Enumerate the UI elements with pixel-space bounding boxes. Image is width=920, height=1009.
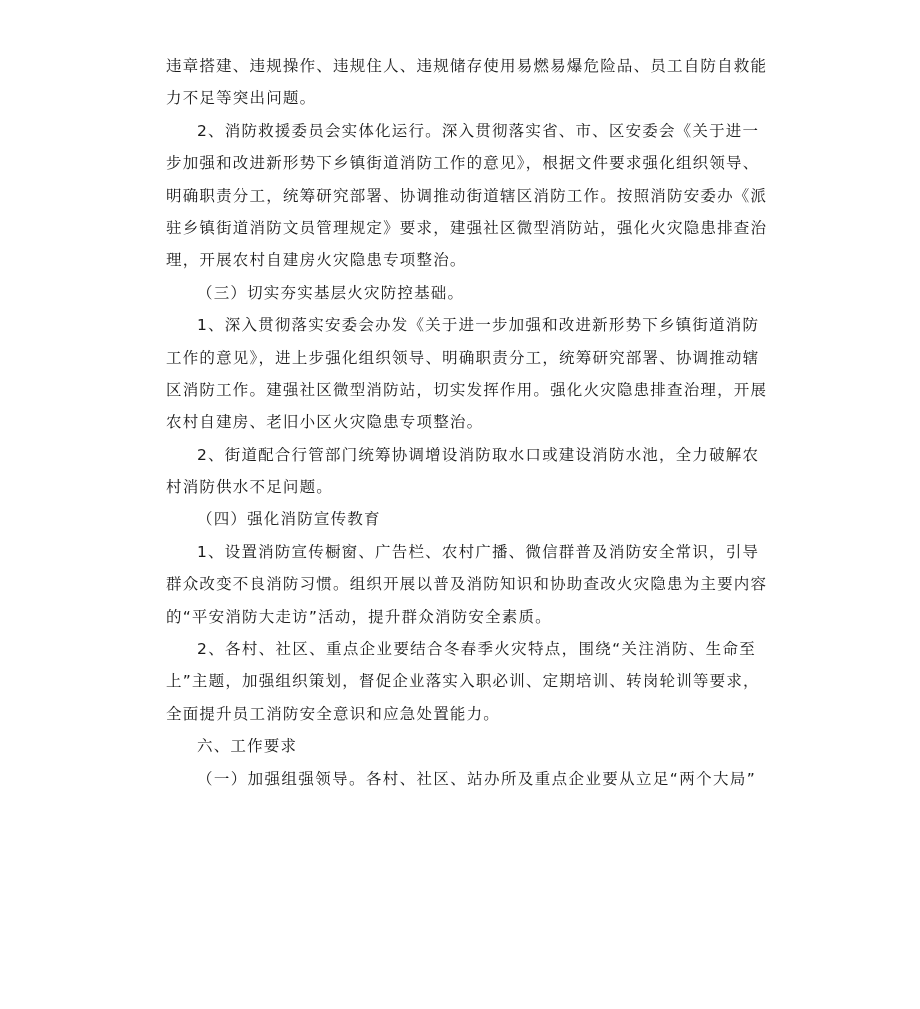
text-line: 工作的意见》，进上步强化组织领导、明确职责分工，统筹研究部署、协调推动辖 (166, 348, 760, 367)
text-line: 上”主题，加强组织策划，督促企业落实入职必训、定期培训、转岗轮训等要求， (166, 672, 760, 691)
text-line: 的“平安消防大走访”活动，提升群众消防安全素质。 (166, 607, 552, 626)
text-line: 2、街道配合行管部门统筹协调增设消防取水口或建设消防水池，全力破解农 (197, 445, 760, 464)
text-line: 力不足等突出问题。 (166, 89, 317, 108)
text-line: 全面提升员工消防安全意识和应急处置能力。 (166, 704, 501, 723)
text-line: 驻乡镇街道消防文员管理规定》要求，建强社区微型消防站，强化火灾隐患排查治 (166, 218, 768, 237)
text-line: （四）强化消防宣传教育 (197, 510, 381, 529)
document-body (166, 50, 768, 795)
text-line: 村消防供水不足问题。 (166, 478, 334, 497)
text-line: 理，开展农村自建房火灾隐患专项整治。 (166, 251, 467, 270)
text-line: 六、工作要求 (197, 737, 298, 756)
text-line: 群众改变不良消防习惯。组织开展以普及消防知识和协助查改火灾隐患为主要内容 (166, 575, 768, 594)
text-line: 区消防工作。建强社区微型消防站，切实发挥作用。强化火灾隐患排查治理，开展 (166, 380, 768, 399)
text-line: 明确职责分工，统筹研究部署、协调推动街道辖区消防工作。按照消防安委办《派 (166, 186, 768, 205)
text-line: 2、消防救援委员会实体化运行。深入贯彻落实省、市、区安委会《关于进一 (197, 121, 760, 140)
text-line: 农村自建房、老旧小区火灾隐患专项整治。 (166, 413, 484, 432)
text-line: 2、各村、社区、重点企业要结合冬春季火灾特点，围绕“关注消防、生命至 (197, 640, 756, 659)
text-line: 违章搭建、违规操作、违规住人、违规储存使用易燃易爆危险品、员工自防自救能 (166, 57, 768, 75)
text-line: （三）切实夯实基层火灾防控基础。 (197, 283, 465, 302)
text-line: 1、深入贯彻落实安委会办发《关于进一步加强和改进新形势下乡镇街道消防 (197, 316, 760, 335)
text-line: 1、设置消防宣传橱窗、广告栏、农村广播、微信群普及消防安全常识，引导 (197, 542, 760, 561)
text-line: （一）加强组强领导。各村、社区、站办所及重点企业要从立足“两个大局” (197, 769, 756, 788)
text-line: 步加强和改进新形势下乡镇街道消防工作的意见》，根据文件要求强化组织领导、 (166, 154, 760, 173)
